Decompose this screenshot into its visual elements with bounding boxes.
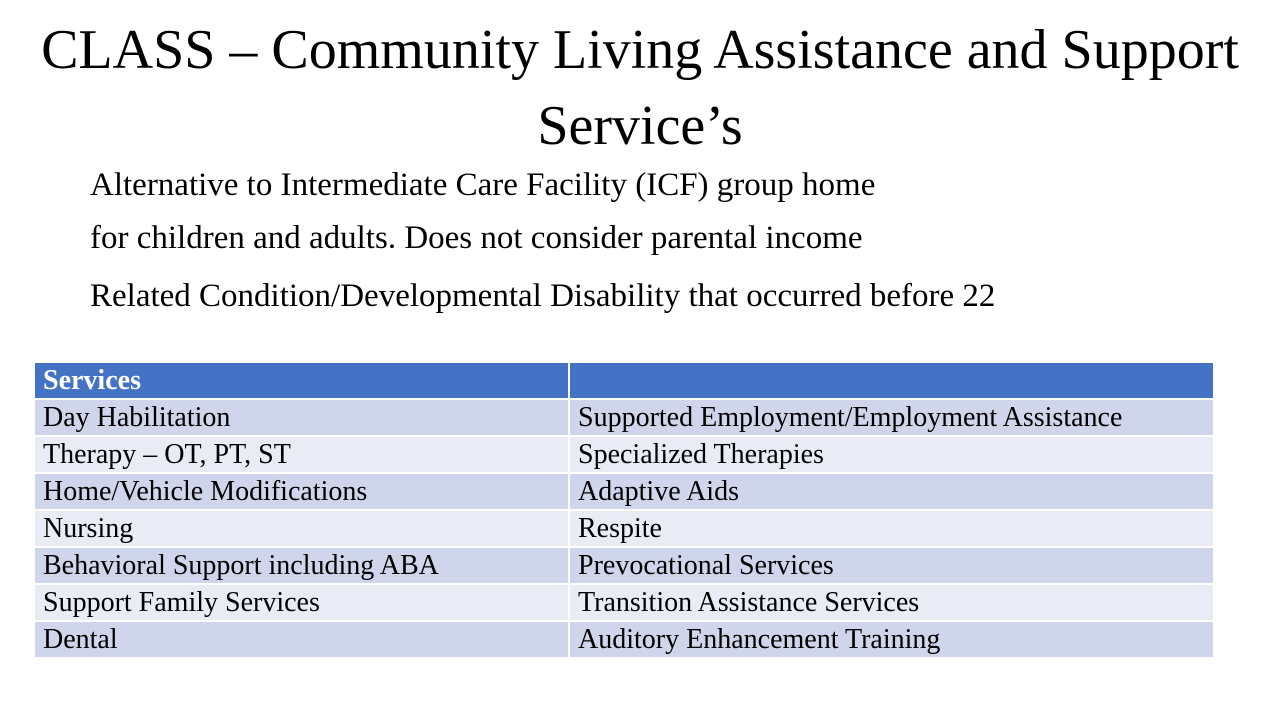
table-cell: Home/Vehicle Modifications bbox=[34, 473, 569, 510]
table-cell: Respite bbox=[569, 510, 1214, 547]
table-cell: Therapy – OT, PT, ST bbox=[34, 436, 569, 473]
table-row bbox=[34, 399, 1214, 436]
services-table bbox=[33, 361, 1215, 659]
header-cell-empty bbox=[569, 362, 1214, 399]
slide-title: CLASS – Community Living Assistance and Support Service’s bbox=[41, 19, 1239, 157]
table-cell: Day Habilitation bbox=[34, 399, 569, 436]
table-cell: Behavioral Support including ABA bbox=[34, 547, 569, 584]
table-cell: Prevocational Services bbox=[569, 547, 1214, 584]
body-line-2: for children and adults. Does not consider parental income bbox=[90, 220, 863, 256]
table-cell: Auditory Enhancement Training bbox=[569, 621, 1214, 658]
table-row bbox=[34, 436, 1214, 473]
table-row bbox=[34, 473, 1214, 510]
table-row bbox=[34, 510, 1214, 547]
table-cell: Support Family Services bbox=[34, 584, 569, 621]
table-cell: Supported Employment/Employment Assistance bbox=[569, 399, 1214, 436]
table-row bbox=[34, 621, 1214, 658]
table-cell: Nursing bbox=[34, 510, 569, 547]
table-row bbox=[34, 584, 1214, 621]
table-header-row bbox=[34, 362, 1214, 399]
body-line-3: Related Condition/Developmental Disability that occurred before 22 bbox=[90, 278, 996, 314]
table-cell: Transition Assistance Services bbox=[569, 584, 1214, 621]
table-cell: Adaptive Aids bbox=[569, 473, 1214, 510]
table-row bbox=[34, 547, 1214, 584]
header-cell-services: Services bbox=[34, 362, 569, 399]
table-cell: Dental bbox=[34, 621, 569, 658]
body-line-1: Alternative to Intermediate Care Facility (ICF) group home bbox=[90, 167, 876, 203]
table-cell: Specialized Therapies bbox=[569, 436, 1214, 473]
